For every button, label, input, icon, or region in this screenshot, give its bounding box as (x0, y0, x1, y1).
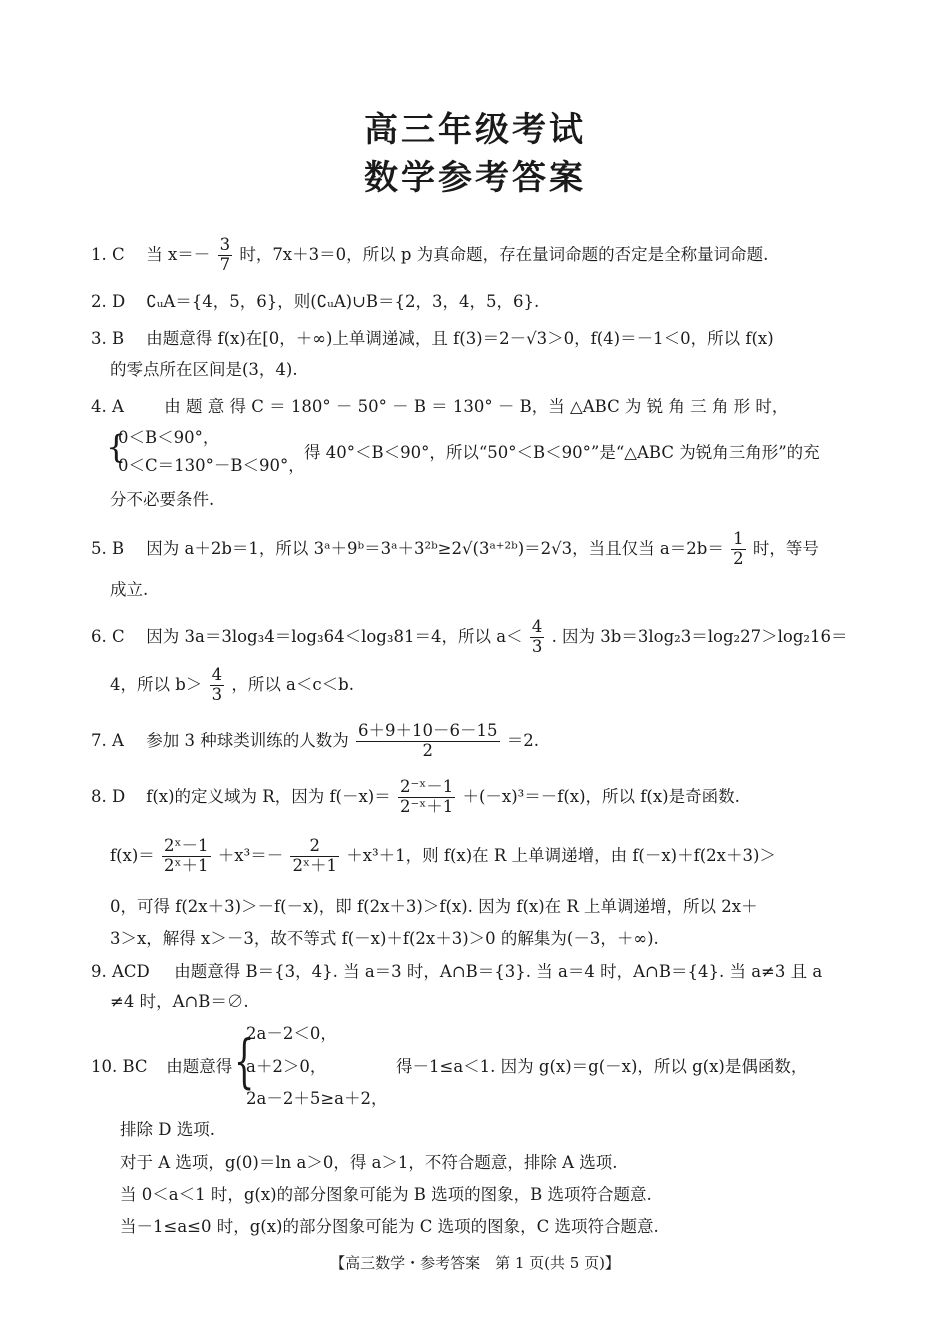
answer-text: 参加 3 种球类训练的人数为 (146, 730, 349, 750)
answer-text: 时，等号 (752, 538, 819, 558)
answer-4-cont: 分不必要条件. (110, 490, 215, 509)
answer-text: ＋x³＋1，则 f(x)在 R 上单调递增，由 f(－x)＋f(2x＋3)＞ (346, 845, 776, 865)
answer-text: 得 40°＜B＜90°，所以“50°＜B＜90°”是“△ABC 为锐角三角形”的充 (304, 443, 820, 462)
answer-3-cont: 的零点所在区间是(3，4). (110, 360, 298, 379)
answer-7 (91, 722, 539, 761)
answer-text: . 因为 3b＝3log₂3＝log₂27＞log₂16＝ (551, 626, 848, 646)
answer-text: f(x)的定义域为 R，因为 f(－x)＝ (146, 786, 391, 806)
answer-text: 因为 a＋2b＝1，所以 3ᵃ＋9ᵇ＝3ᵃ＋3²ᵇ≥2√(3ᵃ⁺²ᵇ)＝2√3，当且仅当 a＝2b＝ (146, 538, 724, 558)
answer-label: 7. A (91, 730, 124, 750)
answer-text: 当 x＝－ (146, 244, 211, 264)
brace-icon: { (106, 428, 127, 466)
answer-text: ，所以 a＜c＜b. (231, 674, 354, 694)
answer-text: ∁ᵤA＝{4，5，6}，则(∁ᵤA)∪B＝{2，3，4，5，6}. (146, 292, 540, 311)
answer-1 (91, 236, 768, 275)
answer-8-line4: 3＞x，解得 x＞－3，故不等式 f(－x)＋f(2x＋3)＞0 的解集为(－3，＋∞). (110, 929, 659, 948)
answer-label: 6. C (91, 626, 125, 646)
answer-text: 得－1≤a＜1. 因为 g(x)＝g(－x)，所以 g(x)是偶函数， (396, 1057, 808, 1076)
answer-text: 由题意得 f(x)在[0，＋∞)上单调递减，且 f(3)＝2－√3＞0，f(4)＝－1＜0，所以 f(x) (146, 329, 774, 348)
page-subtitle: 数学参考答案 (364, 158, 586, 198)
fraction: $\frac{3}{7}$ (219, 235, 231, 274)
system-line: 0＜C＝130°－B＜90°， (118, 456, 305, 475)
answer-4 (91, 393, 788, 417)
answer-2 (91, 288, 539, 312)
answer-label: 5. B (91, 538, 125, 558)
answer-10-line2: 排除 D 选项. (120, 1120, 215, 1139)
answer-label: 10. BC (91, 1057, 148, 1076)
answer-text: ＋(－x)³＝－f(x)，所以 f(x)是奇函数. (462, 786, 740, 806)
fraction: $\frac{1}{2}$ (733, 529, 744, 568)
answer-6 (91, 618, 848, 657)
answer-10-line5: 当－1≤a≤0 时，g(x)的部分图象可能为 C 选项的图象，C 选项符合题意. (120, 1217, 659, 1236)
answer-label: 2. D (91, 292, 126, 311)
answer-5-cont: 成立. (110, 580, 149, 599)
answer-label: 8. D (91, 786, 126, 806)
answer-text: 由题意得 (166, 1057, 233, 1076)
system-line: 2a－2＋5≥a＋2， (246, 1089, 388, 1108)
answer-text: 由 题 意 得 C ＝ 180° － 50° － B ＝ 130° － B，当 △ABC 为 锐 角 三 角 形 时， (164, 397, 789, 416)
answer-5 (91, 530, 819, 569)
answer-text: 由题意得 B＝{3，4}. 当 a＝3 时，A∩B＝{3}. 当 a＝4 时，A∩B＝{4}. 当 a≠3 且 a (174, 962, 823, 981)
fraction: $\frac{\text{2ˣ－1}}{\text{2ˣ＋1}}$ (164, 836, 209, 875)
fraction: $\frac{6+9+10-6-15}{2}$ (358, 721, 498, 760)
page-title: 高三年级考试 (364, 110, 586, 150)
answer-text: f(x)＝ (110, 845, 155, 865)
answer-text: ＋x³＝－ (217, 845, 284, 865)
system-line: 2a－2＜0， (246, 1024, 337, 1043)
answer-10-line4: 当 0＜a＜1 时，g(x)的部分图象可能为 B 选项的图象，B 选项符合题意. (120, 1185, 652, 1204)
answer-label: 3. B (91, 329, 125, 348)
answer-3 (91, 325, 774, 349)
answer-10 (91, 1053, 232, 1077)
answer-text: 因为 3a＝3log₃4＝log₃64＜log₃81＝4，所以 a＜ (146, 626, 523, 646)
system-line: a＋2＞0， (246, 1057, 327, 1076)
answer-8-cont (110, 837, 776, 876)
answer-label: 9. ACD (91, 962, 150, 981)
brace-icon: { (234, 1027, 255, 1095)
page-footer: 【高三数学・参考答案 第 1 页(共 5 页)】 (330, 1254, 620, 1272)
answer-8 (91, 778, 740, 817)
answer-label: 4. A (91, 397, 124, 416)
answer-8-line3: 0，可得 f(2x＋3)＞－f(－x)，即 f(2x＋3)＞f(x). 因为 f(x)在 R 上单调递增，所以 2x＋ (110, 897, 758, 916)
fraction: $\frac{4}{3}$ (531, 617, 543, 656)
answer-text: 4，所以 b＞ (110, 674, 203, 694)
answer-10-line3: 对于 A 选项，g(0)＝ln a＞0，得 a＞1，不符合题意，排除 A 选项. (120, 1153, 618, 1172)
fraction: $\frac{4}{3}$ (211, 665, 223, 704)
answer-label: 1. C (91, 244, 125, 264)
answer-6-cont (110, 666, 354, 705)
system-line: 0＜B＜90°， (118, 428, 220, 447)
answer-text: ＝2. (506, 730, 539, 750)
answer-text: 时，7x＋3＝0，所以 p 为真命题，存在量词命题的否定是全称量词命题. (239, 244, 769, 264)
fraction: $\frac{2}{\text{2ˣ＋1}}$ (292, 836, 337, 875)
fraction: $\frac{\text{2⁻ˣ－1}}{\text{2⁻ˣ＋1}}$ (400, 777, 454, 816)
answer-9-cont: ≠4 时，A∩B＝∅. (110, 992, 249, 1011)
answer-9 (91, 958, 822, 982)
